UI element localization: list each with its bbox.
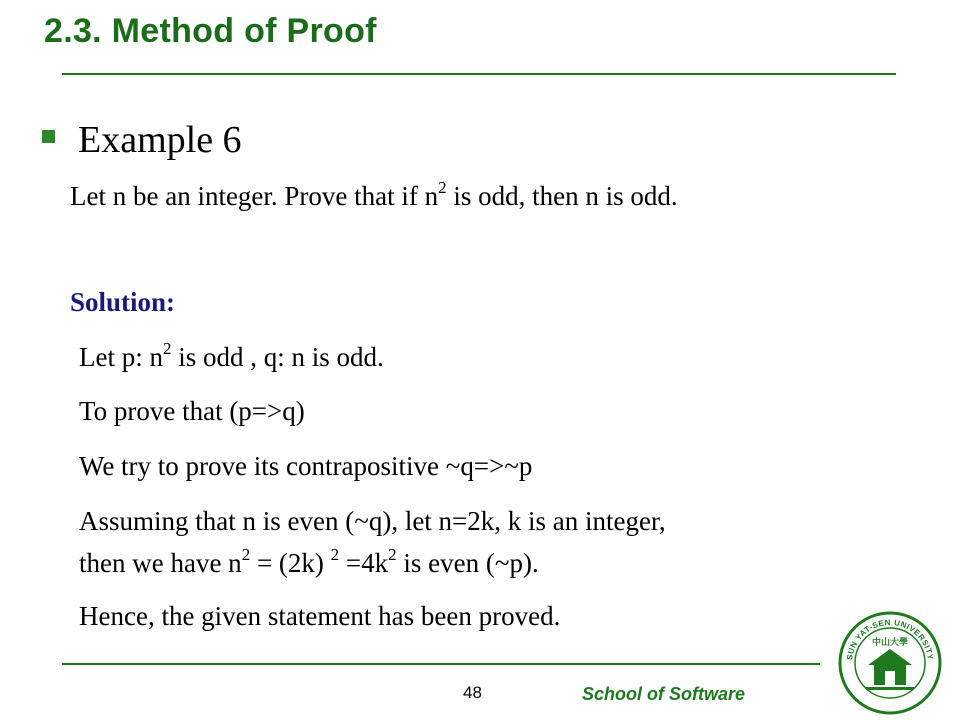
footer-divider bbox=[62, 663, 820, 665]
proof-line-3: We try to prove its contrapositive ~q=>~p bbox=[79, 451, 533, 481]
example-heading: Example 6 bbox=[78, 119, 242, 161]
seal-text: SUN YAT-SEN UNIVERSITY bbox=[845, 617, 935, 661]
proof-line-5: then we have $n^2 = (2k)$ $^2 =4k^2$ is even (~p). bbox=[79, 545, 539, 578]
university-seal-icon bbox=[838, 611, 942, 715]
proof-line-4: Assuming that n is even (~q), let n=2k, k is an integer, bbox=[79, 506, 666, 536]
proof-line-1: Let p: $n^2$ is odd , q: n is odd. bbox=[79, 339, 384, 372]
square-bullet-icon bbox=[42, 130, 55, 143]
school-name: School of Software bbox=[582, 684, 746, 704]
seal-chars: 中山大學 bbox=[871, 638, 909, 648]
title-divider bbox=[62, 73, 896, 75]
proof-line-2: To prove that (p=>q) bbox=[79, 396, 305, 426]
page-number: 48 bbox=[463, 683, 482, 702]
proof-line-6: Hence, the given statement has been proved. bbox=[79, 601, 561, 631]
solution-label: Solution: bbox=[70, 287, 176, 317]
problem-statement: Let n be an integer. Prove that if $n^2$ is odd, then n is odd. bbox=[70, 178, 678, 211]
slide-title: 2.3. Method of Proof bbox=[44, 12, 377, 50]
